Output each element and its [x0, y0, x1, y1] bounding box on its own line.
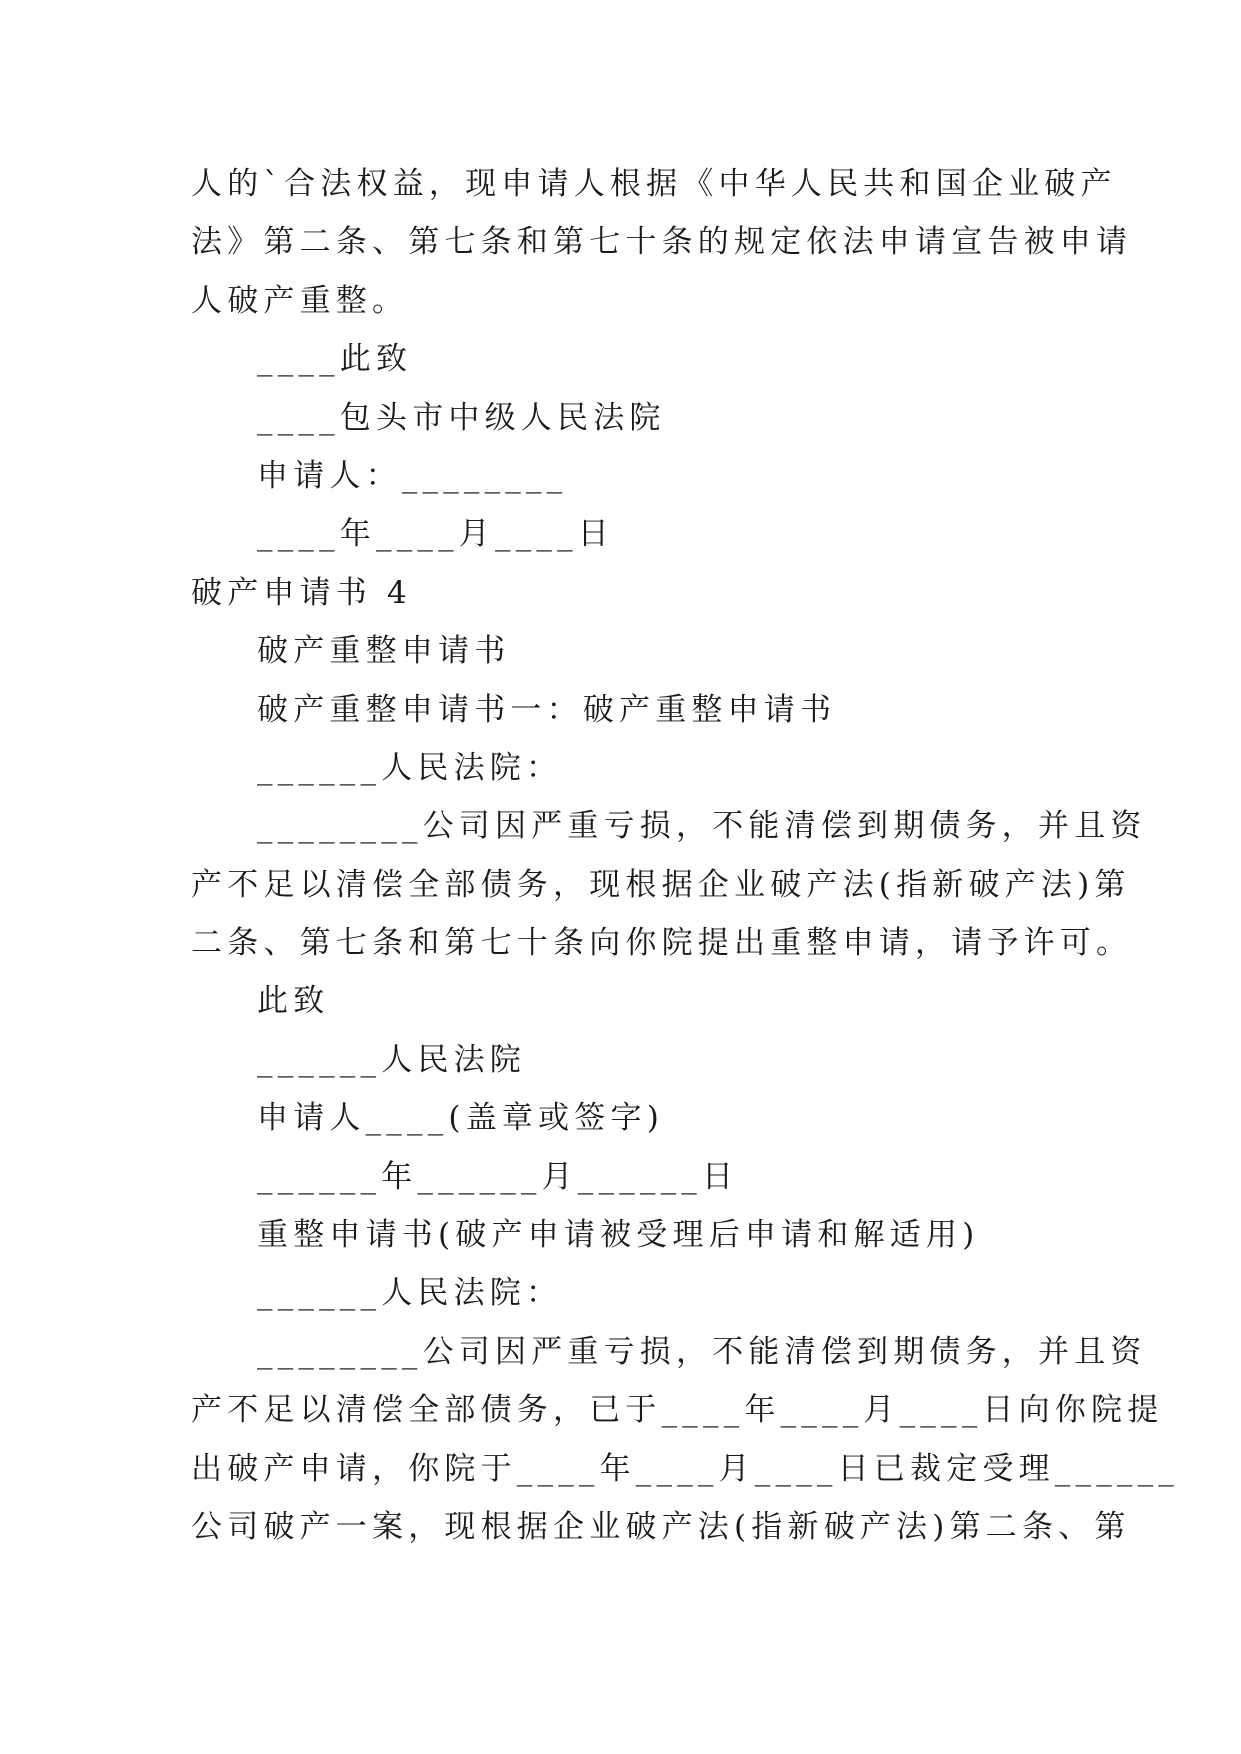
paragraph-line: 产不足以清偿全部债务，现根据企业破产法(指新破产法)第 — [191, 866, 1131, 903]
date-line: ____年____月____日 — [257, 516, 614, 553]
paragraph-line: 法》第二条、第七条和第七十条的规定依法申请宣告被申请 — [191, 224, 1133, 261]
document-body — [191, 155, 1179, 1556]
addressee-line: ______人民法院： — [257, 749, 563, 786]
salutation-line: ____此致 — [257, 341, 413, 378]
subheading: 重整申请书(破产申请被受理后申请和解适用) — [257, 1217, 980, 1254]
paragraph-line: 产不足以清偿全部债务，已于____年____月____日向你院提 — [191, 1392, 1164, 1429]
paragraph-line: 人破产重整。 — [191, 282, 409, 319]
court-name-line: ______人民法院 — [257, 1041, 526, 1078]
court-name-line: ____包头市中级人民法院 — [257, 399, 666, 436]
date-line: ______年______月______日 — [257, 1158, 739, 1195]
paragraph-line: 二条、第七条和第七十条向你院提出重整申请，请予许可。 — [191, 925, 1133, 962]
paragraph-line: 出破产申请，你院于____年____月____日已裁定受理______ — [191, 1450, 1179, 1487]
section-heading: 破产申请书 4 — [191, 574, 412, 611]
paragraph-line: 公司破产一案，现根据企业破产法(指新破产法)第二条、第 — [191, 1508, 1131, 1545]
salutation-line: 此致 — [257, 983, 330, 1020]
addressee-line: ______人民法院： — [257, 1275, 563, 1312]
subheading: 破产重整申请书 — [257, 633, 511, 670]
paragraph-line: ________公司因严重亏损，不能清偿到期债务，并且资 — [257, 808, 1147, 845]
applicant-line: 申请人____(盖章或签字) — [257, 1100, 664, 1137]
applicant-line: 申请人：________ — [257, 457, 568, 494]
subheading: 破产重整申请书一：破产重整申请书 — [257, 691, 837, 728]
paragraph-line: ________公司因严重亏损，不能清偿到期债务，并且资 — [257, 1333, 1147, 1370]
paragraph-line: 人的`合法权益，现申请人根据《中华人民共和国企业破产 — [191, 166, 1117, 202]
